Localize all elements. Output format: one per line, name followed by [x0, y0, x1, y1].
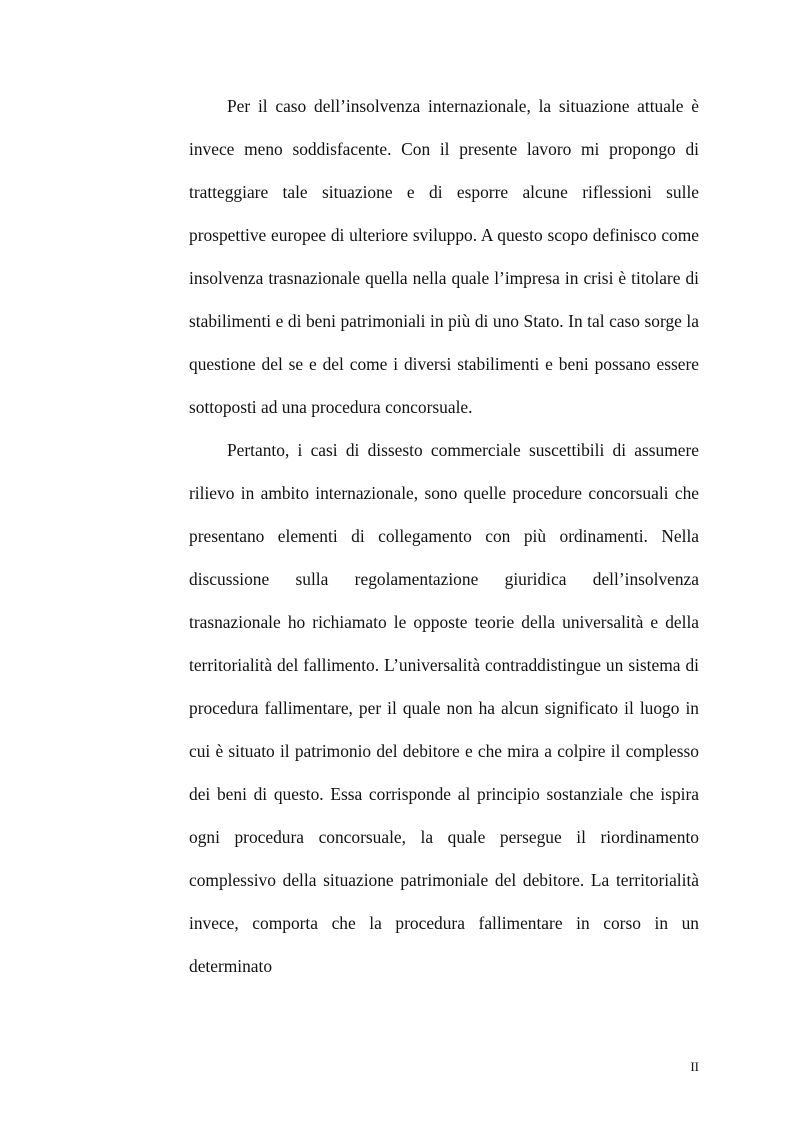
paragraph-1: Per il caso dell’insolvenza internazionale, la situazione attuale è invece meno soddisfacente. Con il presente lavoro mi propongo di tratteggiare tale situazione e di esporre alcune riflessioni sulle prospettive europee di ulteriore sviluppo. A questo scopo definisco come insolvenza trasnazionale quella nella quale l’impresa in crisi è titolare di stabilimenti e di beni patrimoniali in più di uno Stato. In tal caso sorge la questione del se e del come i diversi stabilimenti e beni possano essere sottoposti ad una procedura concorsuale.	[189, 96, 699, 417]
document-body	[189, 85, 699, 988]
page-number: II	[690, 1059, 699, 1074]
paragraph-2: Pertanto, i casi di dissesto commerciale suscettibili di assumere rilievo in ambito internazionale, sono quelle procedure concorsuali che presentano elementi di collegamento con più ordinamenti. Nella discussione sulla regolamentazione giuridica dell’insolvenza trasnazionale ho richiamato le opposte teorie della universalità e della territorialità del fallimento. L’universalità contraddistingue un sistema di procedura fallimentare, per il quale non ha alcun significato il luogo in cui è situato il patrimonio del debitore e che mira a colpire il complesso dei beni di questo. Essa corrisponde al principio sostanziale che ispira ogni procedura concorsuale, la quale persegue il riordinamento complessivo della situazione patrimoniale del debitore. La territorialità invece, comporta che la procedura fallimentare in corso in un determinato	[189, 440, 699, 976]
